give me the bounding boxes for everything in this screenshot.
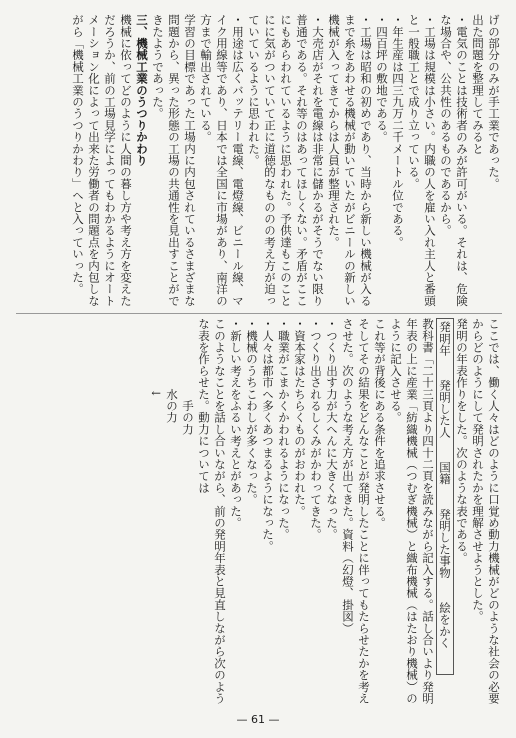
paragraph: ・資本家はたちらくものがおわれた。	[293, 318, 307, 517]
paragraph: このようなことを話し合いながら、前の発明年表と見直しながら次のような表を作らせた。動力については	[197, 318, 227, 705]
paragraph: ・つくり出されるしくみがかわってきた。	[309, 318, 323, 541]
paragraph: ・工場は昭和の初めであり、当時から新しい機械が入るまで糸をあわせる機械が動いていたがビニールの新しい機械が入ってきてからは人員が整理された。	[327, 14, 373, 307]
table-header-cell: 絵をかく	[438, 601, 452, 673]
paragraph: ・年生産は四三九万二千メートル位である。	[391, 14, 405, 248]
paragraph: ・四百坪の敷地である。	[375, 14, 389, 143]
section-divider	[16, 313, 502, 314]
intro-paragraph: 発明の年表作りをした。次のような表である。	[455, 318, 469, 564]
paragraph: ・用途は広くバッテリー電線、電燈線、ビニール線、マイク用線等であり、日本では全国に市場があり、南洋の方まで輸出されている。	[199, 14, 245, 307]
paragraph: 教科書「二十三頁より四十二頁を読みながら記入する。話し合いより発明年表の上に産業「紡織機械（つむぎ機械）と織布機械（はたおり機械）のように記入させる。	[389, 318, 435, 705]
intro-paragraph: ここでは、働く人々はどのように口覚め動力機械がどのような社会の必要からどのようにして発明されたかを理解させようとした。	[471, 318, 501, 705]
paragraph: ↓	[149, 318, 163, 399]
paragraph: ・電気のことは技術者のみが許可がいる。それは、危険な場合や、公共性のあるものであるから。	[439, 14, 469, 307]
paragraph: ・新しい考えをふるい考えとがあった。	[229, 318, 243, 529]
paragraph: げの部分のみが手工業であった。	[487, 14, 501, 190]
upper-text-block	[16, 14, 502, 310]
paragraph: 水の力	[165, 318, 179, 424]
section-heading: 三、機械工業のうつりかわり	[135, 14, 149, 167]
paragraph: 学習の目標であった工場内に内包されているさまざまな問題から、異った形態の工場の共通性を見出すことができたようであった。	[151, 14, 197, 307]
table-header-cell: 発明した人	[438, 379, 452, 462]
paragraph: そしてその結果をどんなことが発明したことに伴ってもたらせたかを考えさせた。次のような考え方が出てきた。資料（幻燈、掛図）	[341, 318, 371, 705]
paragraph: 手の力	[181, 318, 195, 435]
paragraph: ・つくり出す力が大へんに大きくなった。	[325, 318, 339, 541]
paragraph: ・機械のうちこわしが多くなった。	[245, 318, 259, 506]
paragraph: これ等が背後にある条件を追求させる。	[373, 318, 387, 529]
invention-table-header	[436, 318, 454, 675]
paragraph: ・人々は都市へ多くあつまるようになった。	[261, 318, 275, 552]
paragraph: ・工場は規模は小さい。内職の人を雇い入れ主人と番頭と一般職工とで成り立っている。	[407, 14, 437, 307]
table-header-cell: 発明した事物	[438, 508, 452, 602]
paragraph: 機械に依ってどのように人間の暮し方や考え方を変えただろうか、前の工場見学によってもわかるようにオートメーション化によって出来た労働者の問題点を内包しながら「機械工業のうつりかわり」へと入っていった。	[71, 14, 133, 307]
page-number: — 61 —	[236, 713, 280, 726]
table-header-cell: 発明年	[438, 321, 452, 380]
lower-text-block	[16, 318, 502, 712]
paragraph: ・職業がこまかくかわれるようになった。	[277, 318, 291, 541]
table-header-cell: 国籍	[438, 461, 452, 509]
paragraph: ・大売店がそれを電線は非常に儲かるがそうでない限り普通である。それ等のはあってほしくない。矛盾がここにもあらわれているように思われた。予供達もこのことにに気がついていて正に道徳的なもののの考え方が迫っていているように思われた。	[247, 14, 325, 307]
paragraph: 出た問題を整理してみると	[471, 14, 485, 155]
